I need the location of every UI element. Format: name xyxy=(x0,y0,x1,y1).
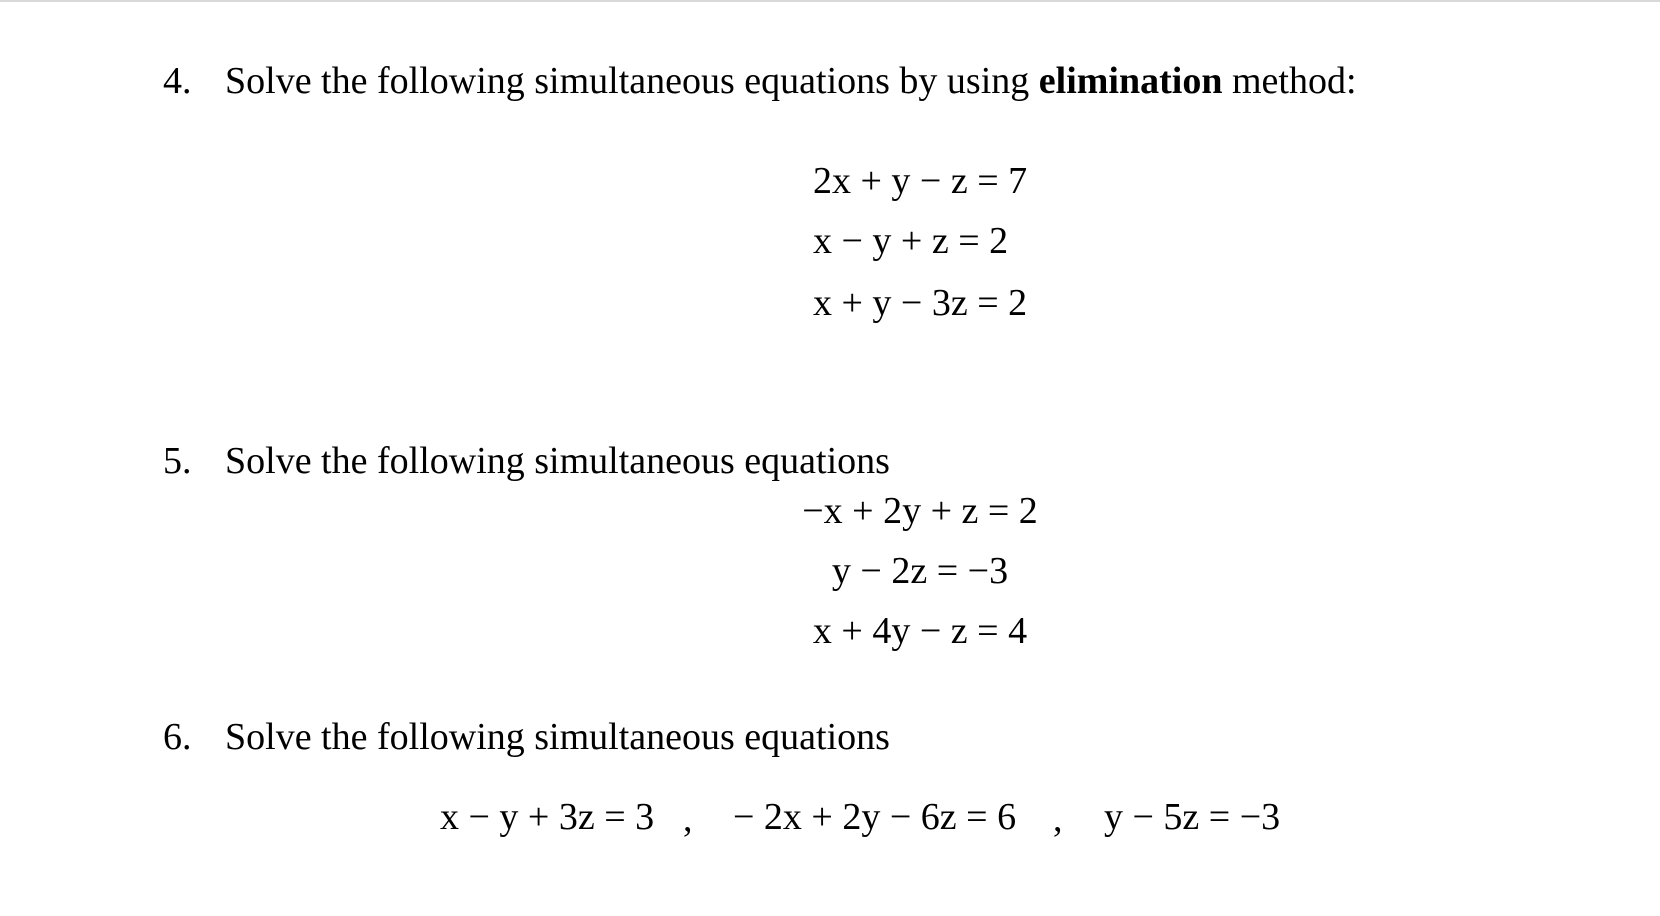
problem-5-heading xyxy=(163,442,890,480)
problem-5-number: 5. xyxy=(163,440,192,482)
problem-6-equation-1: x − y + 3z = 3 xyxy=(440,796,655,838)
top-border xyxy=(0,0,1660,2)
problem-4-text-bold: elimination xyxy=(1038,60,1223,102)
problem-4-equation-2: x − y + z = 2 xyxy=(813,220,1009,262)
problem-4-number: 4. xyxy=(163,60,192,102)
problem-6-text: Solve the following simultaneous equations xyxy=(225,716,890,758)
problem-6-number: 6. xyxy=(163,716,192,758)
problem-4-text-after: method: xyxy=(1222,60,1357,102)
problem-5-equation-3: x + 4y − z = 4 xyxy=(812,610,1028,652)
problem-5-equation-1: −x + 2y + z = 2 xyxy=(802,490,1038,532)
problem-6-separator-2: , xyxy=(1053,798,1063,840)
problem-6-heading xyxy=(163,718,890,756)
problem-5-text: Solve the following simultaneous equations xyxy=(225,440,890,482)
problem-4-equation-3: x + y − 3z = 2 xyxy=(813,282,1028,324)
problem-4-text-before: Solve the following simultaneous equations by using xyxy=(225,60,1039,102)
problem-6-equation-2: − 2x + 2y − 6z = 6 xyxy=(733,796,1017,838)
problem-4-equation-1: 2x + y − z = 7 xyxy=(813,160,1028,202)
problem-4-heading xyxy=(163,62,1357,100)
problem-6-separator-1: , xyxy=(683,798,693,840)
problem-5-equation-2: y − 2z = −3 xyxy=(831,550,1009,592)
problem-6-equation-3: y − 5z = −3 xyxy=(1104,796,1281,838)
